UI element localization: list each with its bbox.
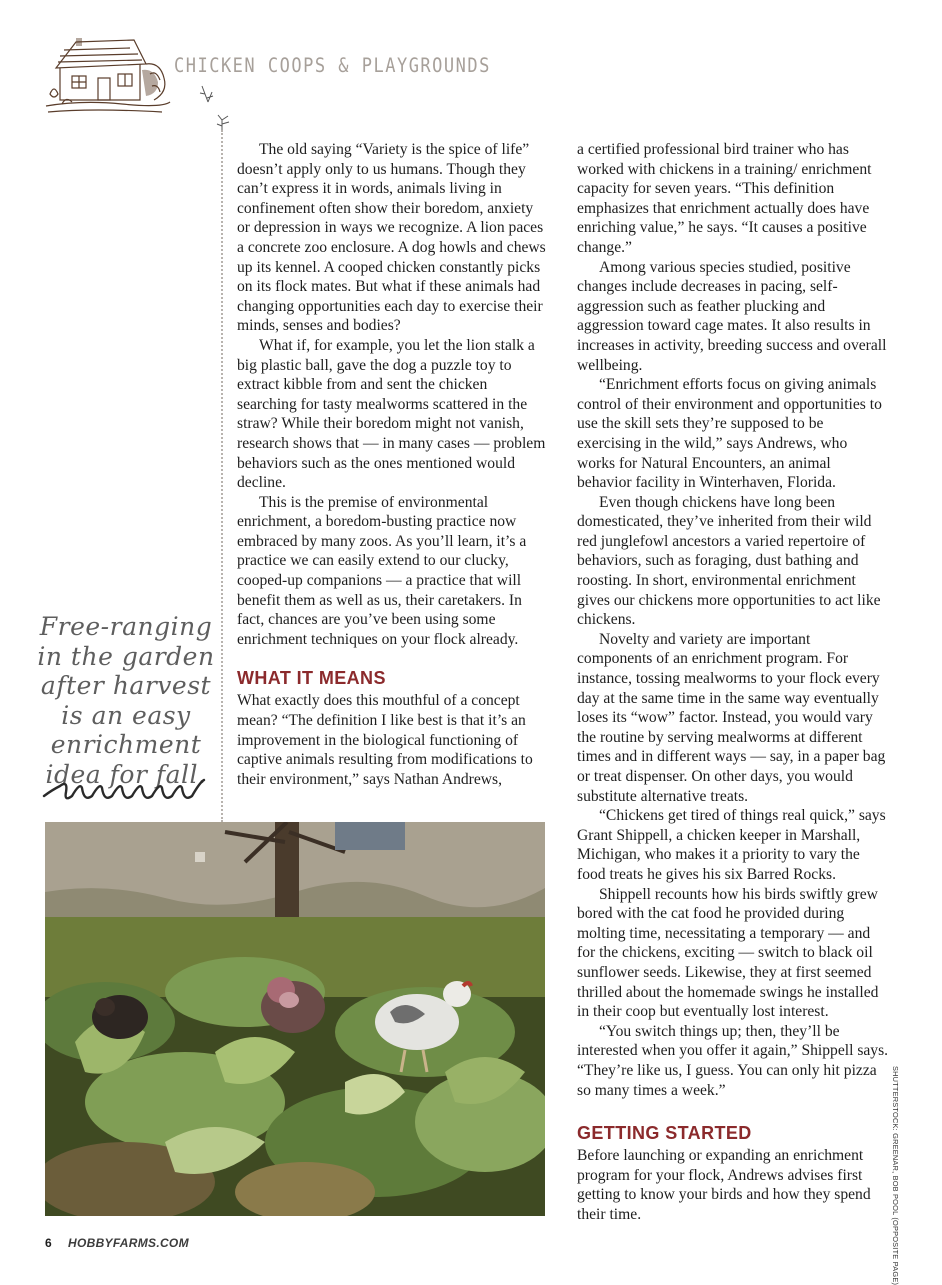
paragraph: “You switch things up; then, they’ll be interested when you offer it again,” Shippell says. “They’re like us, I guess. You can only hit pizza so many times a week.” (577, 1022, 889, 1099)
paragraph: “Chickens get tired of things real quick,” says Grant Shippell, a chicken keeper in Marshall, Michigan, who makes it a priority to vary the food treats he gives his six Barred Rocks. (577, 807, 886, 883)
paragraph: Novelty and variety are important components of an enrichment program. For instance, tossing mealworms to your flock every day at the same time in the same way eventually loses its “wow” factor. Instead, you would vary the routine by serving mealworms at different times and in different ways — say, in a paper bag or treat dispenser. On other days, you would substitute alternative treats. (577, 630, 886, 805)
paragraph: What if, for example, you let the lion stalk a big plastic ball, gave the dog a puzzle toy to extract kibble from and sent the chicken searching for tasty mealworms scattered in the straw? While their boredom might not vanish, research shows that — in many cases — problem behaviors such as the ones mentioned would decline. (237, 336, 546, 492)
paragraph: Even though chickens have long been domesticated, they’ve inherited from their wild red junglefowl ancestors a varied repertoire of behaviors, such as foraging, dust bathing and roosting. In short, environmental enrichment gives our chickens more opportunities to act like chickens. (577, 493, 881, 629)
paragraph: Among various species studied, positive changes include decreases in pacing, self-aggression such as feather plucking and aggression toward cage mates. It also results in increases in activity, breeding success and overall wellbeing. (577, 258, 887, 374)
garden-chickens-photo (45, 822, 545, 1216)
subhead-what-it-means: WHAT IT MEANS (237, 668, 386, 689)
page-number: 6 (45, 1236, 52, 1250)
farmhouse-sketch-icon (42, 34, 172, 118)
paragraph: “Enrichment efforts focus on giving animals control of their environment and opportunities to use the skill sets they’re supposed to be exercising in the wild,” says Andrews, who works for Natural Encounters, an animal behavior facility in Winterhaven, Florida. (577, 376, 882, 492)
article-column-1 (237, 140, 549, 789)
subhead-getting-started: GETTING STARTED (577, 1123, 752, 1144)
site-url: HOBBYFARMS.COM (68, 1236, 189, 1250)
photo-credit: SHUTTERSTOCK: GREENAR, BOB POOL (OPPOSITE PAGE) (891, 1066, 900, 1285)
pull-quote: Free-ranging in the garden after harvest is an easy enrichment idea for fall. (37, 612, 215, 789)
paragraph: a certified professional bird trainer who has worked with chickens in a training/ enrichment capacity for seven years. “This definition emphasizes that enrichment actually does have enriching value,” he says. “It causes a positive change.” (577, 141, 872, 256)
sprig-icon (198, 84, 216, 104)
squiggle-divider-icon (42, 772, 208, 808)
paragraph: Before launching or expanding an enrichment program for your flock, Andrews advises first getting to know your birds and how they spend their time. (577, 1147, 871, 1223)
article-column-2 (577, 140, 889, 1224)
paragraph: The old saying “Variety is the spice of life” doesn’t apply only to us humans. Though they can’t express it in words, animals living in confinement often show their boredom, anxiety or depression in ways we recognize. A lion paces a concrete zoo enclosure. A dog howls and chews up its kennel. A cooped chicken constantly picks on its flock mates. But what if these animals had changing opportunities each day to exercise their minds, senses and bodies? (237, 141, 546, 335)
sprig-icon-2 (214, 114, 234, 132)
paragraph: What exactly does this mouthful of a concept mean? “The definition I like best is that it’s an improvement in the biological functioning of captive animals resulting from modifications to their environment,” says Nathan Andrews, (237, 692, 533, 788)
paragraph: Shippell recounts how his birds swiftly grew bored with the cat food he provided during molting time, necessitating a temporary — and for the chickens, exciting — switch to black oil sunflower seeds. Likewise, they at first seemed thrilled about the homemade swings he installed in their coop but eventually lost interest. (577, 885, 879, 1021)
paragraph: This is the premise of environmental enrichment, a boredom-busting practice now embraced by many zoos. As you’ll learn, it’s a practice we can easily extend to our clucky, cooped-up companions — a practice that will benefit them as well as us, their caretakers. In fact, chances are you’ve been using some enrichment techniques on your flock already. (237, 493, 527, 648)
section-title: CHICKEN COOPS & PLAYGROUNDS (174, 54, 491, 78)
